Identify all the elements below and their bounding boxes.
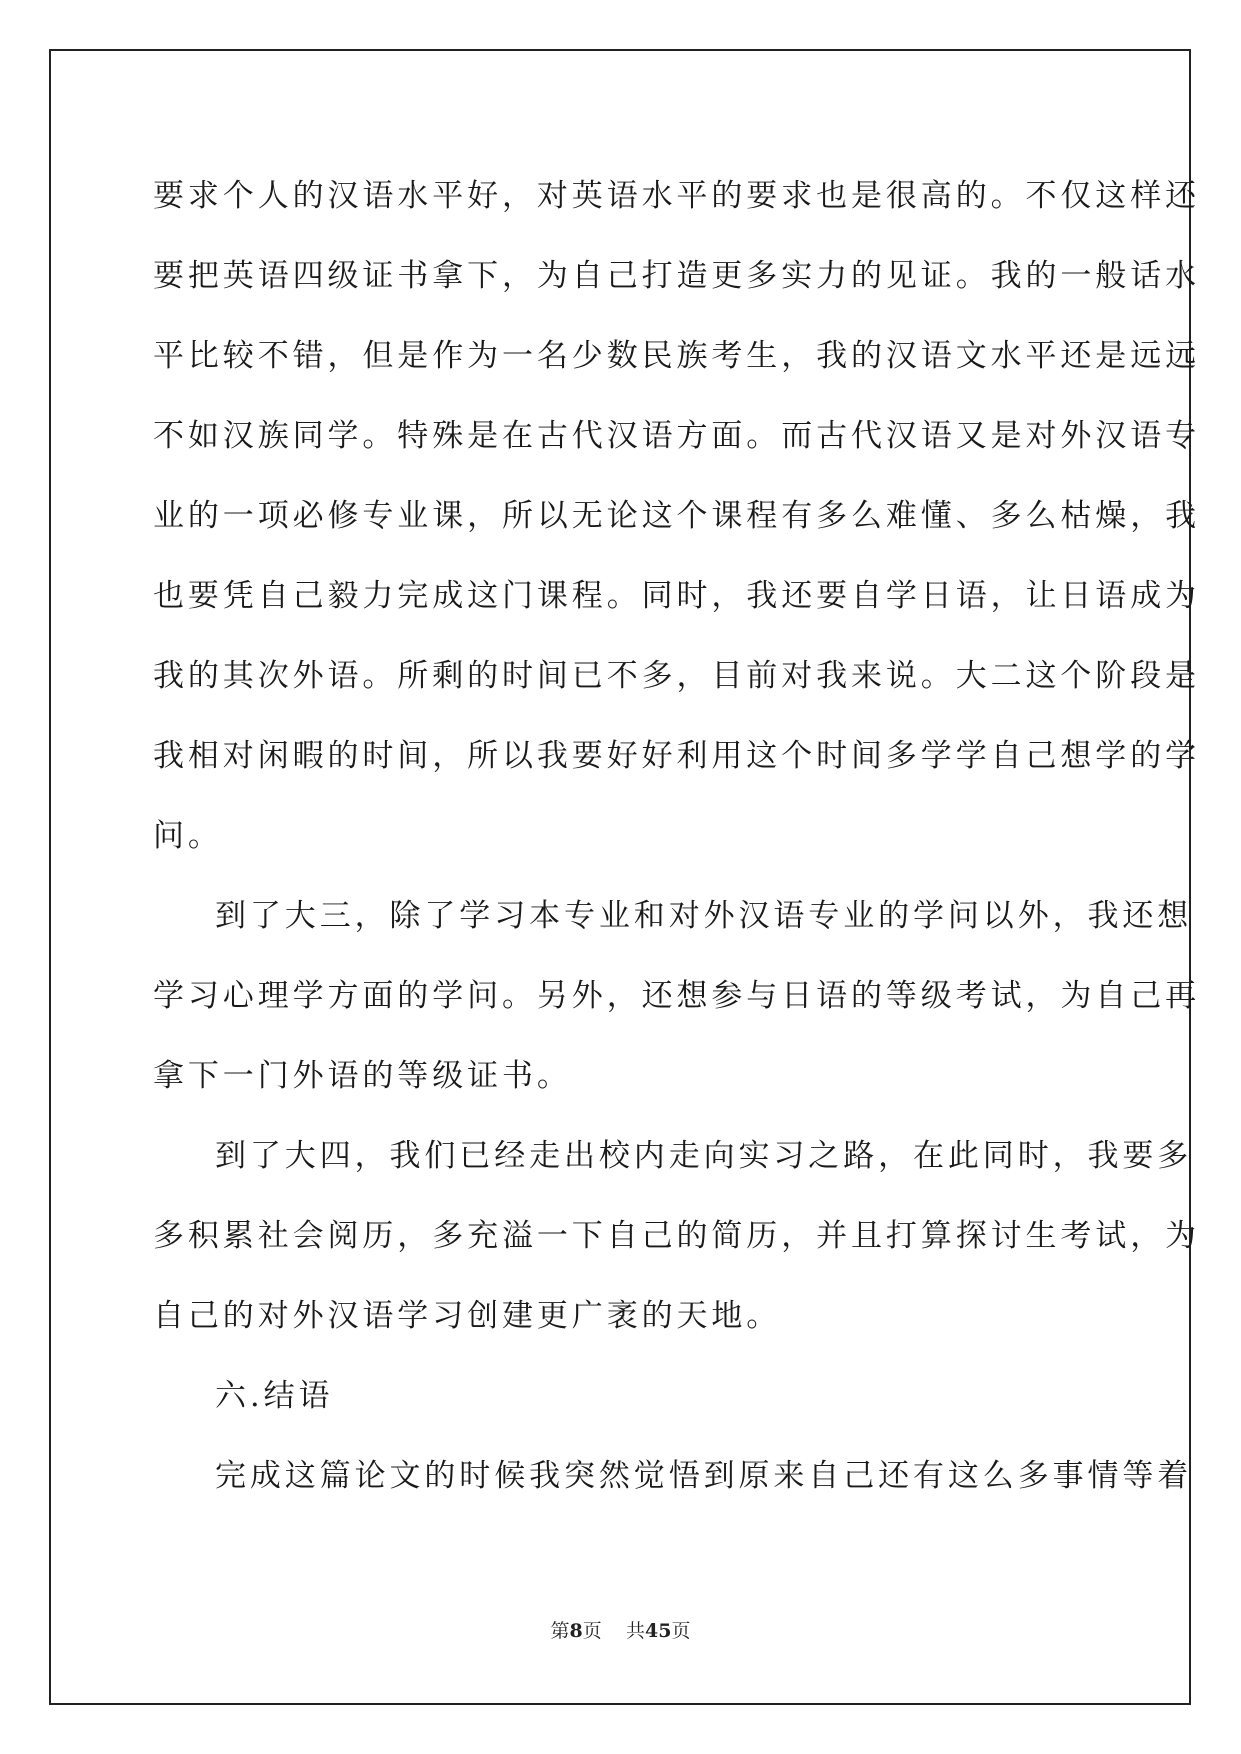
text-line: 不如汉族同学。特殊是在古代汉语方面。而古代汉语又是对外汉语专 — [153, 418, 1200, 454]
total-prefix: 共 — [625, 1620, 645, 1642]
text-line: 也要凭自己毅力完成这门课程。同时，我还要自学日语，让日语成为 — [153, 578, 1200, 614]
paragraph-first-line: 到了大三，除了学习本专业和对外汉语专业的学问以外，我还想 — [215, 898, 1193, 934]
paragraph-first-line: 到了大四，我们已经走出校内走向实习之路，在此同时，我要多 — [215, 1138, 1193, 1174]
text-line: 我的其次外语。所剩的时间已不多，目前对我来说。大二这个阶段是 — [153, 658, 1200, 694]
text-line: 要把英语四级证书拿下，为自己打造更多实力的见证。我的一般话水 — [153, 258, 1200, 294]
text-line: 问。 — [153, 818, 223, 854]
section-heading: 六.结语 — [215, 1378, 334, 1414]
paragraph-first-line: 完成这篇论文的时候我突然觉悟到原来自己还有这么多事情等着 — [215, 1458, 1193, 1494]
page-footer — [0, 1616, 1241, 1643]
text-line: 要求个人的汉语水平好，对英语水平的要求也是很高的。不仅这样还 — [153, 178, 1200, 214]
text-line: 拿下一门外语的等级证书。 — [153, 1058, 572, 1094]
page-number: 8 — [569, 1620, 583, 1642]
page-suffix: 页 — [582, 1620, 602, 1642]
text-line: 自己的对外汉语学习创建更广袤的天地。 — [153, 1298, 782, 1334]
document-body — [153, 156, 1200, 1516]
text-line: 学习心理学方面的学问。另外，还想参与日语的等级考试，为自己再 — [153, 978, 1200, 1014]
text-line: 业的一项必修专业课，所以无论这个课程有多么难懂、多么枯燥，我 — [153, 498, 1200, 534]
page-prefix: 第 — [550, 1620, 570, 1642]
text-line: 多积累社会阅历，多充溢一下自己的简历，并且打算探讨生考试，为 — [153, 1218, 1200, 1254]
text-line: 我相对闲暇的时间，所以我要好好利用这个时间多学学自己想学的学 — [153, 738, 1200, 774]
total-pages: 45 — [644, 1620, 672, 1642]
total-suffix: 页 — [671, 1620, 691, 1642]
text-line: 平比较不错，但是作为一名少数民族考生，我的汉语文水平还是远远 — [153, 338, 1200, 374]
